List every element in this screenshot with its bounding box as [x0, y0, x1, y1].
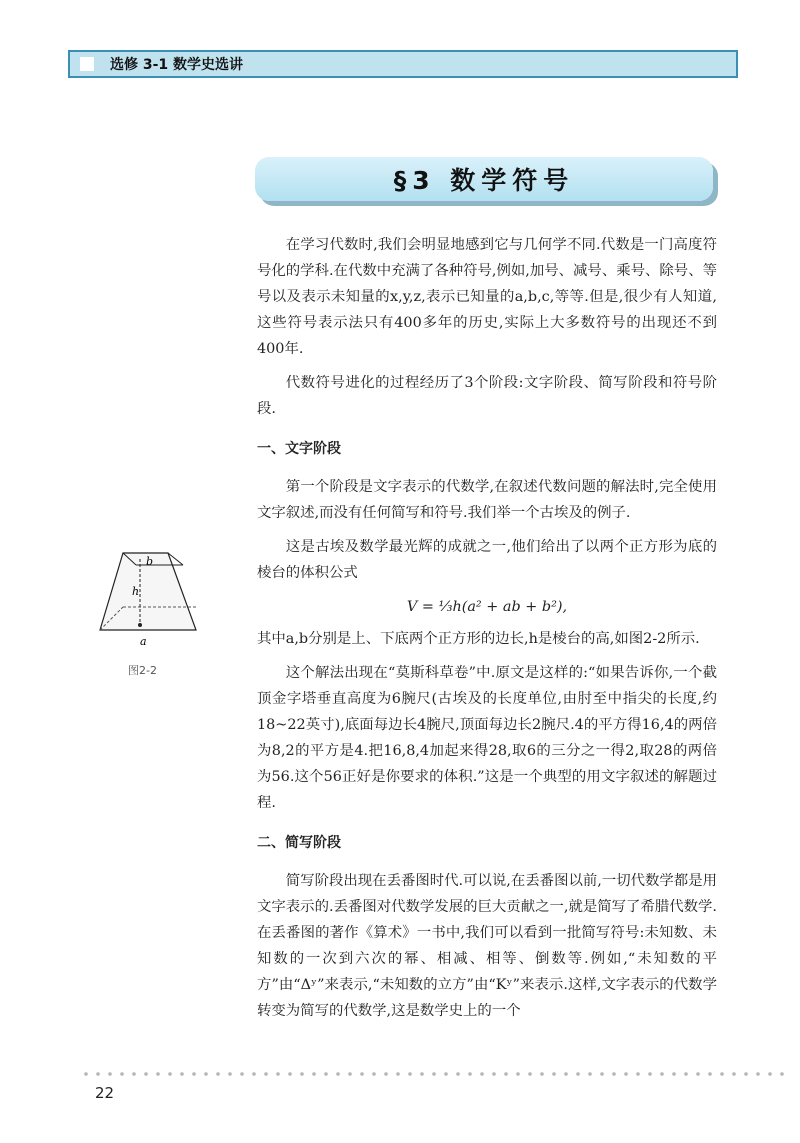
page-number: 22 — [95, 1084, 115, 1102]
heading-text-stage: 一、文字阶段 — [257, 441, 341, 457]
paragraph-moscow-papyrus: 这个解法出现在“莫斯科草卷”中.原文是这样的:“如果告诉你,一个截顶金字塔垂直高度为6腕尺(古埃及的长度单位,由肘至中指尖的长度,约18~22英寸),底面每边长4腕尺,顶面每边长2腕尺.4的平方得16,4的两倍为8,2的平方是4.把16,8,4加起来得28,取6的三分之一得2,取28的两倍为56.这个56正好是你要求的体积.”这是一个典型的用文字叙述的解题过程. — [257, 665, 717, 811]
label-a: a — [140, 635, 147, 648]
frustum-figure — [88, 545, 208, 675]
volume-formula: V = ⅓h(a² + ab + b²), — [406, 599, 568, 615]
heading-abbrev-stage: 二、简写阶段 — [257, 835, 341, 851]
section-title: §3 数学符号 — [393, 166, 575, 195]
paragraph-abbrev-stage: 简写阶段出现在丢番图时代.可以说,在丢番图以前,一切代数学都是用文字表示的.丢番图对代数学发展的巨大贡献之一,就是简写了希腊代数学.在丢番图的著作《算术》一书中,我们可以看到一批简写符号:未知数、未知数的一次到六次的幂、相减、相等、倒数等.例如,“未知数的平方”由“Δʸ”来表示,“未知数的立方”由“Kʸ”来表示.这样,文字表示的代数学转变为简写的代数学,这是数学史上的一个 — [257, 873, 717, 1019]
paragraph-formula-explain: 其中a,b分别是上、下底两个正方形的边长,h是棱台的高,如图2-2所示. — [257, 631, 700, 647]
main-content — [257, 232, 717, 1032]
label-b: b — [146, 555, 154, 568]
height-foot-point — [138, 623, 142, 627]
header-bar — [68, 50, 738, 78]
section-title-banner — [255, 157, 713, 201]
paragraph-egypt: 这是古埃及数学最光辉的成就之一,他们给出了以两个正方形为底的棱台的体积公式 — [257, 539, 717, 581]
label-h: h — [132, 585, 140, 598]
header-text: 选修 3-1 数学史选讲 — [110, 57, 244, 73]
figure-caption: 图2-2 — [128, 664, 157, 677]
paragraph-text-stage: 第一个阶段是文字表示的代数学,在叙述代数问题的解法时,完全使用文字叙述,而没有任何简写和符号.我们举一个古埃及的例子. — [257, 479, 717, 521]
footer-dotted-divider — [80, 1072, 790, 1076]
header-square-icon — [80, 57, 94, 71]
paragraph-stages: 代数符号进化的过程经历了3个阶段:文字阶段、简写阶段和符号阶段. — [257, 375, 717, 417]
paragraph-intro: 在学习代数时,我们会明显地感到它与几何学不同.代数是一门高度符号化的学科.在代数中充满了各种符号,例如,加号、减号、乘号、除号、等号以及表示未知量的x,y,z,表示已知量的a,b,c,等等.但是,很少有人知道,这些符号表示法只有400多年的历史,实际上大多数符号的出现还不到400年. — [257, 237, 717, 357]
